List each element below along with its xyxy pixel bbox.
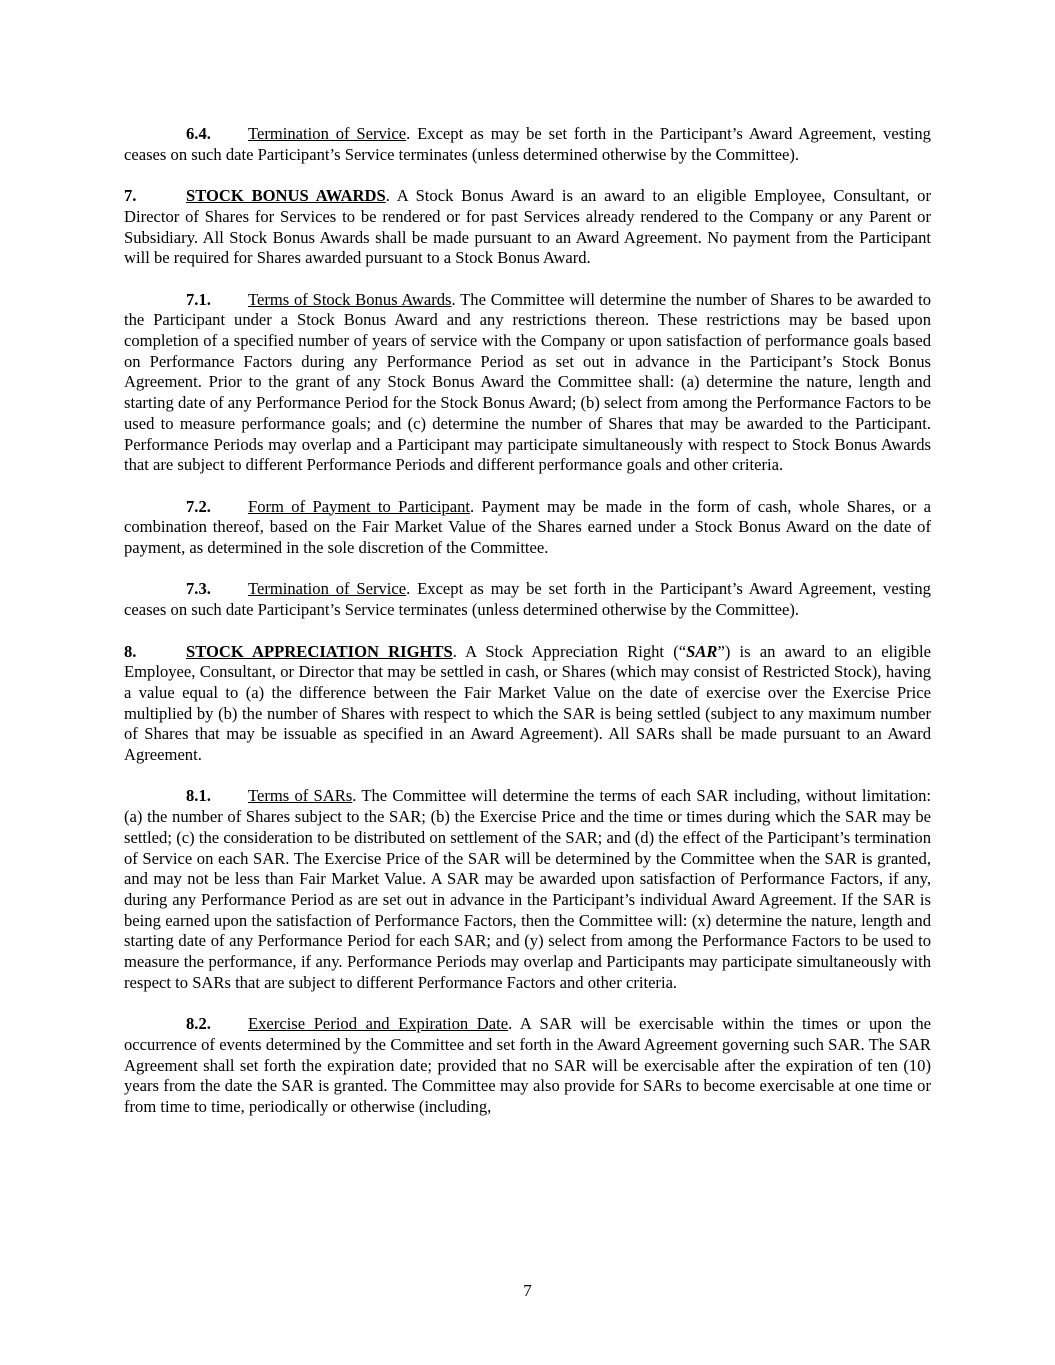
page-number: 7	[523, 1281, 532, 1300]
section-heading: STOCK APPRECIATION RIGHTS	[186, 641, 453, 661]
section-number: 8.1.	[186, 786, 211, 806]
section-number: 8.2.	[186, 1014, 211, 1034]
defined-term: SAR	[686, 641, 718, 661]
section-7-2	[124, 497, 931, 559]
section-title: Terms of SARs	[248, 786, 353, 806]
section-body: . The Committee will determine the terms of each SAR including, without limitation: (a) the number of Shares subject to the SAR; (b) the Exercise Price and the time or times during which the SAR may be settled; (c) the consideration to be distributed on settlement of the SAR; and (d) the effect of the Participant’s termination of Service on each SAR. The Exercise Price of the SAR will be determined by the Committee when the SAR is granted, and may not be less than Fair Market Value. A SAR may be awarded upon satisfaction of Performance Factors, if any, during any Performance Period as are set out in advance in the Participant’s individual Award Agreement. If the SAR is being earned upon the satisfaction of Performance Factors, then the Committee will: (x) determine the nature, length and starting date of any Performance Period for each SAR; and (y) select from among the Performance Factors to be used to measure the performance, if any. Performance Periods may overlap and Participants may participate simultaneously with respect to SARs that are subject to different Performance Factors and other criteria.	[124, 786, 931, 992]
section-number: 7.2.	[186, 496, 211, 516]
section-8	[124, 642, 931, 766]
section-body: . A Stock Bonus Award is an award to an eligible Employee, Consultant, or Director of Shares for Services to be rendered or for past Services already rendered to the Company or any Parent or Subsidiary. All Stock Bonus Awards shall be made pursuant to an Award Agreement. No payment from the Participant will be required for Shares awarded pursuant to a Stock Bonus Award.	[124, 186, 931, 268]
document-page	[124, 124, 931, 1138]
section-body: . Payment may be made in the form of cash, whole Shares, or a combination thereof, based on the Fair Market Value of the Shares earned under a Stock Bonus Award on the date of payment, as determined in the sole discretion of the Committee.	[124, 496, 931, 558]
section-title: Terms of Stock Bonus Awards	[248, 289, 452, 309]
section-title: Exercise Period and Expiration Date	[248, 1014, 509, 1034]
section-7	[124, 186, 931, 269]
section-number: 6.4.	[186, 124, 211, 143]
section-title: Termination of Service	[248, 124, 407, 143]
section-7-1	[124, 290, 931, 476]
section-6-4	[124, 124, 931, 165]
section-8-2	[124, 1014, 931, 1118]
section-title: Termination of Service	[248, 579, 407, 599]
section-7-3	[124, 579, 931, 620]
section-number: 7.	[124, 186, 137, 206]
section-number: 8.	[124, 641, 137, 661]
section-number: 7.1.	[186, 289, 211, 309]
section-body: ”) is an award to an eligible Employee, Consultant, or Director that may be settled in cash, or Shares (which may consist of Restricted Stock), having a value equal to (a) the difference between the Fair Market Value on the date of exercise over the Exercise Price multiplied by (b) the number of Shares with respect to which the SAR is being settled (subject to any maximum number of Shares that may be issuable as specified in an Award Agreement). All SARs shall be made pursuant to an Award Agreement.	[124, 641, 931, 765]
section-body: . Except as may be set forth in the Participant’s Award Agreement, vesting ceases on such date Participant’s Service terminates (unless determined otherwise by the Committee).	[124, 124, 931, 164]
section-body: . Except as may be set forth in the Participant’s Award Agreement, vesting ceases on such date Participant’s Service terminates (unless determined otherwise by the Committee).	[124, 579, 931, 620]
section-body: . A SAR will be exercisable within the times or upon the occurrence of events determined by the Committee and set forth in the Award Agreement governing such SAR. The SAR Agreement shall set forth the expiration date; provided that no SAR will be exercisable after the expiration of ten (10) years from the date the SAR is granted. The Committee may also provide for SARs to become exercisable at one time or from time to time, periodically or otherwise (including,	[124, 1014, 931, 1116]
section-title: Form of Payment to Participant	[248, 496, 471, 516]
section-8-1	[124, 786, 931, 993]
section-number: 7.3.	[186, 579, 211, 599]
section-body-intro: . A Stock Appreciation Right (“	[452, 641, 687, 661]
section-body: . The Committee will determine the number of Shares to be awarded to the Participant under a Stock Bonus Award and any restrictions thereon. These restrictions may be based upon completion of a specified number of years of service with the Company or upon satisfaction of performance goals based on Performance Factors during any Performance Period as set out in advance in the Participant’s Stock Bonus Agreement. Prior to the grant of any Stock Bonus Award the Committee shall: (a) determine the nature, length and starting date of any Performance Period for the Stock Bonus Award; (b) select from among the Performance Factors to be used to measure performance goals; and (c) determine the number of Shares that may be awarded to the Participant. Performance Periods may overlap and a Participant may participate simultaneously with respect to Stock Bonus Awards that are subject to different Performance Periods and different performance goals and other criteria.	[124, 289, 931, 475]
section-heading: STOCK BONUS AWARDS	[186, 186, 386, 206]
